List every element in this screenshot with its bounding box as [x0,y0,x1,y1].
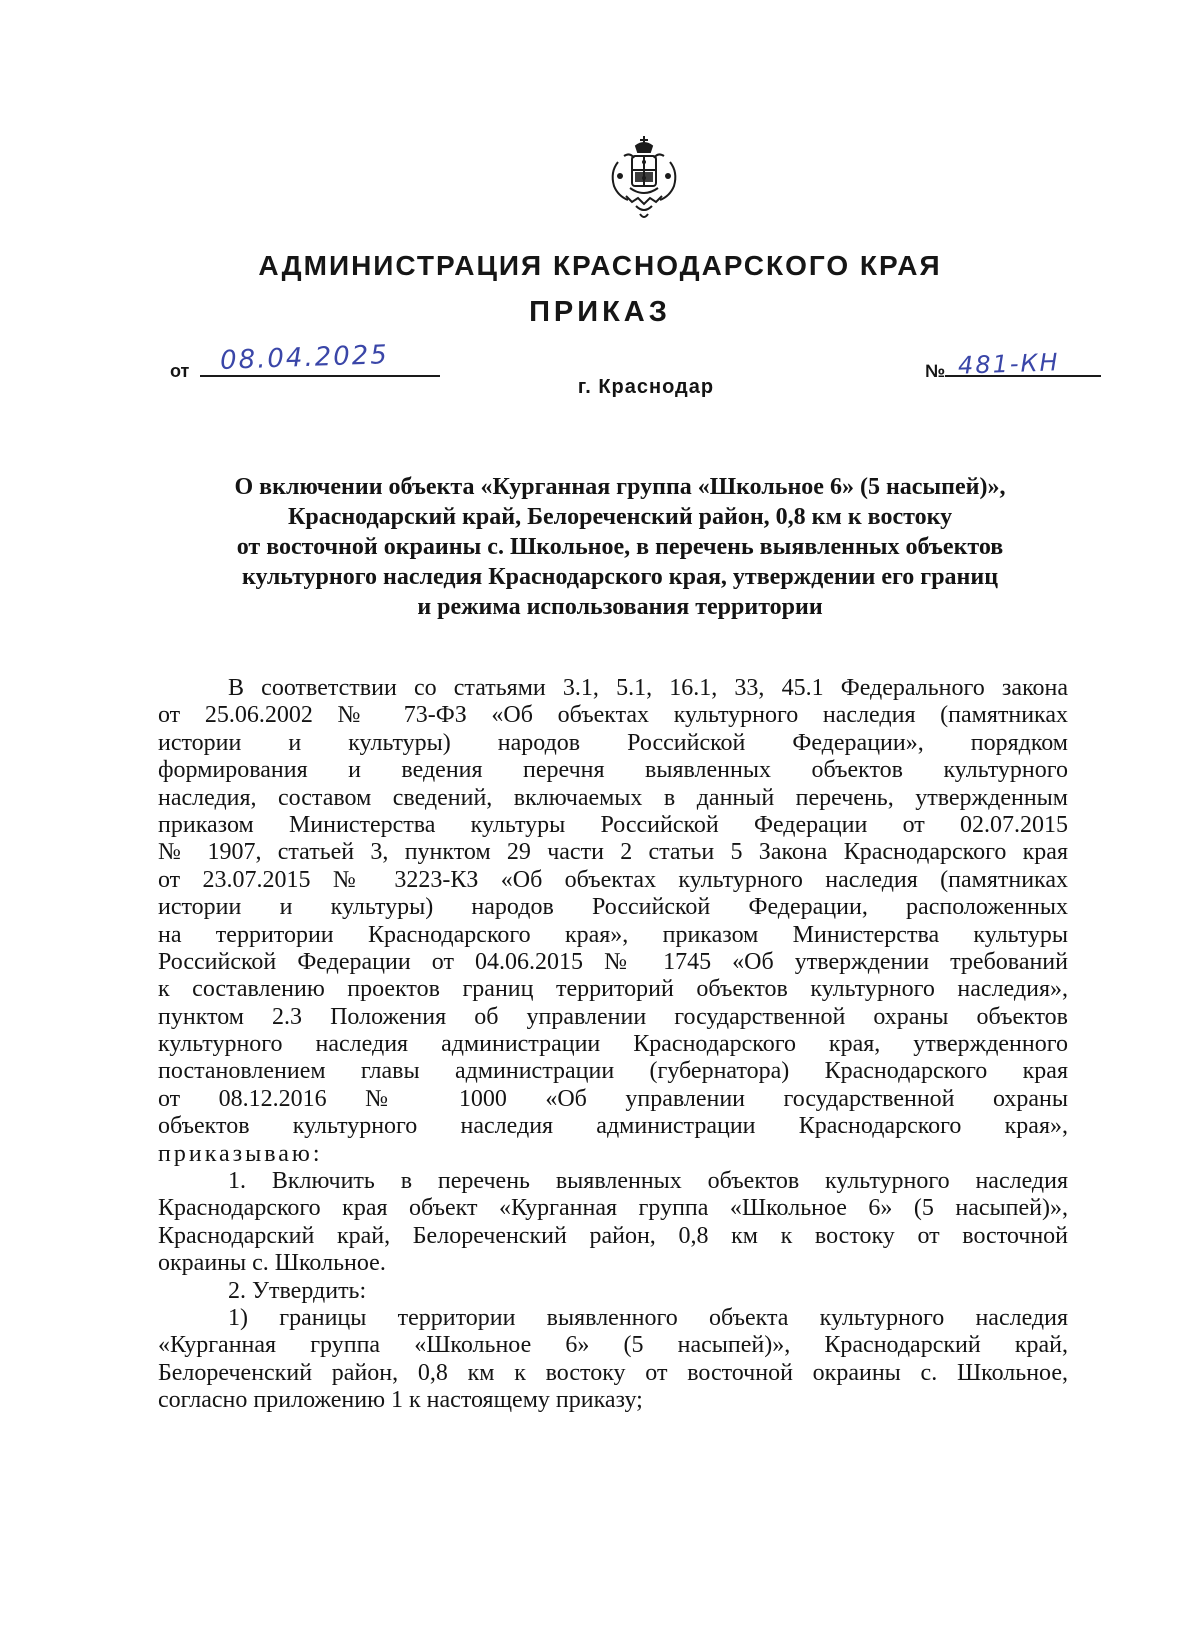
body-line: № 1907, статьей 3, пунктом 29 части 2 статьи 5 Закона Краснодарского края [158,839,1068,866]
body-line: истории и культуры) народов Российской Федерации», порядком [158,729,1068,756]
number-label: № [925,361,946,381]
body-line: 1) границы территории выявленного объекта культурного наследия [228,1304,1068,1331]
body-line: от 23.07.2015 № 3223-КЗ «Об объектах культурного наследия (памятниках [158,866,1068,893]
document-type: ПРИКАЗ [529,296,671,328]
body-line: 1. Включить в перечень выявленных объектов культурного наследия [228,1168,1068,1195]
body-line: пунктом 2.3 Положения об управлении государственной охраны объектов [158,1003,1068,1030]
body-line: 2. Утвердить: [228,1277,367,1304]
title-line: и режима использования территории [417,594,823,620]
body-line: Белореченский район, 0,8 км к востоку от восточной окраины с. Школьное, [158,1359,1068,1386]
body-line-order-word: приказываю: [158,1140,323,1167]
city-name: г. Краснодар [577,376,715,398]
handwritten-date: 08.04.2025 [219,340,390,376]
body-line: «Курганная группа «Школьное 6» (5 насыпей)», Краснодарский край, [158,1332,1068,1359]
body-line: от 25.06.2002 № 73-ФЗ «Об объектах культурного наследия (памятниках [158,702,1068,729]
body-line: формирования и ведения перечня выявленных объектов культурного [158,757,1068,784]
date-label: от [170,361,190,381]
body-line: Краснодарского края объект «Курганная группа «Школьное 6» (5 насыпей)», [158,1195,1068,1222]
body-line: к составлению проектов границ территорий объектов культурного наследия», [158,976,1068,1003]
handwritten-number: 481-КН [957,348,1061,380]
body-line: культурного наследия администрации Краснодарского края, утвержденного [158,1031,1068,1058]
body-line: Российской Федерации от 04.06.2015 № 1745 «Об утверждении требований [158,948,1068,975]
body-line: объектов культурного наследия администрации Краснодарского края», [158,1113,1068,1140]
body-line: на территории Краснодарского края», приказом Министерства культуры [158,921,1068,948]
body-line: приказом Министерства культуры Российской Федерации от 02.07.2015 [158,811,1068,838]
body-line: согласно приложению 1 к настоящему приказу; [158,1387,643,1414]
organization-name: АДМИНИСТРАЦИЯ КРАСНОДАРСКОГО КРАЯ [258,250,942,281]
body-line: В соответствии со статьями 3.1, 5.1, 16.1, 33, 45.1 Федерального закона [228,675,1068,701]
body-line: Краснодарский край, Белореченский район, 0,8 км к востоку от восточной [158,1222,1068,1249]
document-body [158,675,1068,1415]
body-line: наследия, составом сведений, включаемых в данный перечень, утвержденным [158,784,1068,811]
title-line: от восточной окраины с. Школьное, в перечень выявленных объектов [236,534,1004,560]
title-line: Краснодарский край, Белореченский район, 0,8 км к востоку [287,504,953,530]
body-line: постановлением главы администрации (губернатора) Краснодарского края [158,1058,1068,1085]
body-line: от 08.12.2016 № 1000 «Об управлении государственной охраны [158,1085,1068,1112]
body-line: истории и культуры) народов Российской Федерации, расположенных [158,894,1068,921]
title-line: культурного наследия Краснодарского края, утверждении его границ [241,564,999,590]
body-line: окраины с. Школьное. [158,1250,386,1277]
coat-of-arms-icon [606,132,682,226]
document-title [120,472,1120,622]
title-line: О включении объекта «Курганная группа «Школьное 6» (5 насыпей)», [234,474,1006,500]
